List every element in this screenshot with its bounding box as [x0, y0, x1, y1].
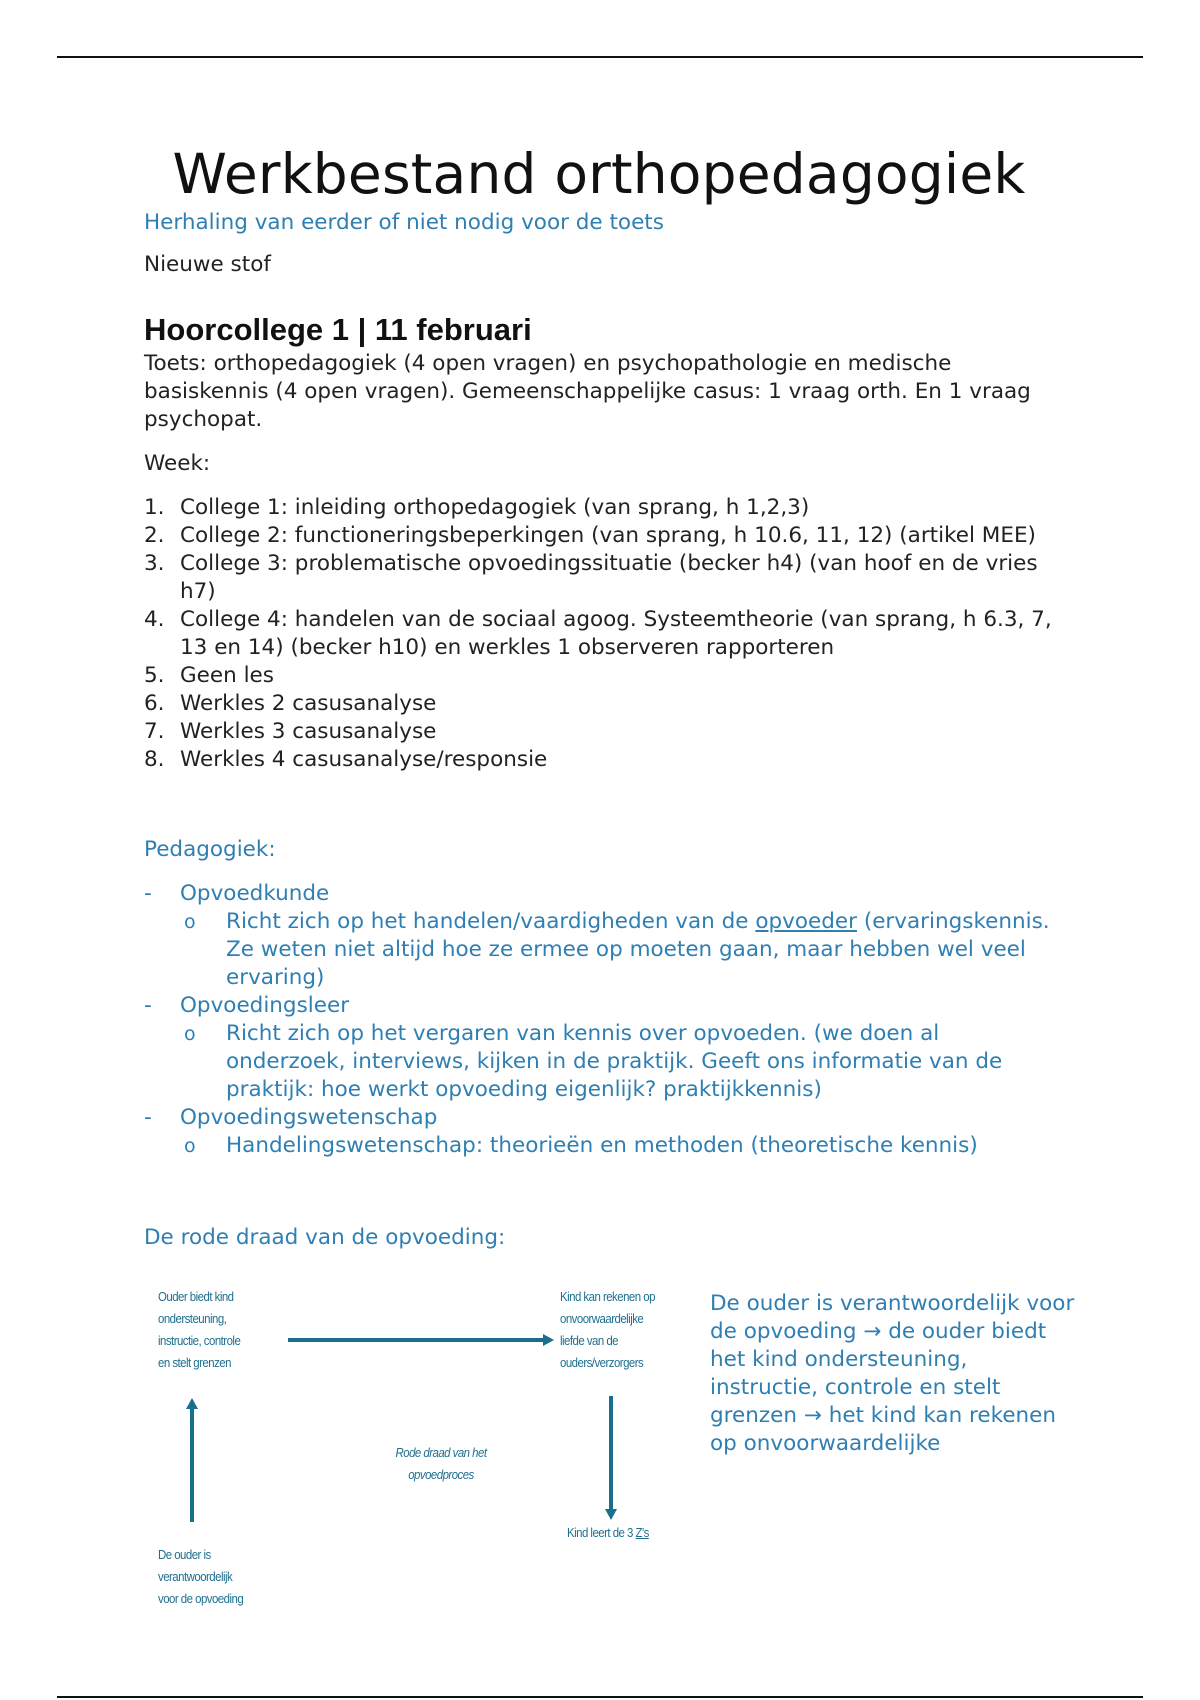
diagram-line: liefde van de [560, 1333, 619, 1348]
pedagogiek-list [144, 880, 1064, 1160]
arrow-up [186, 1398, 198, 1522]
lecture-intro: Toets: orthopedagogiek (4 open vragen) en psychopathologie en medische basiskennis (4 open vragen). Gemeenschappelijke casus: 1 vraag orth. En 1 vraag psychopat. [144, 351, 1031, 432]
list-item [144, 880, 1064, 992]
rode-draad-diagram [144, 1286, 684, 1626]
sub-text-part: (ervaringskennis. Ze weten niet altijd hoe ze ermee op moeten gaan, maar hebben wel veel ervaring) [226, 909, 1050, 990]
list-text: Werkles 4 casusanalyse/responsie [180, 747, 548, 772]
sub-list [144, 1020, 1064, 1104]
list-number: 1. [144, 495, 165, 520]
list-number: 3. [144, 551, 165, 576]
list-text: Geen les [180, 663, 274, 688]
diagram-line: voor de opvoeding [158, 1591, 244, 1606]
diagram-line: instructie, controle [158, 1333, 241, 1348]
list-text: College 3: problematische opvoedingssituatie (becker h4) (van hoof en de vries h7) [180, 551, 1038, 604]
diagram-underlined: Z's [635, 1525, 649, 1540]
diagram-line: Kind kan rekenen op [560, 1289, 655, 1304]
term-opvoedingsleer: Opvoedingsleer [180, 993, 350, 1018]
circle-bullet: o [184, 1135, 196, 1157]
list-text: College 1: inleiding orthopedagogiek (van sprang, h 1,2,3) [180, 495, 810, 520]
list-item [144, 1104, 1064, 1160]
diagram-line: verantwoordelijk [158, 1569, 233, 1584]
sub-text [226, 908, 1064, 992]
list-number: 7. [144, 719, 165, 744]
pedagogiek-heading: Pedagogiek: [144, 837, 276, 862]
diagram-line: De ouder is [158, 1547, 211, 1562]
document-title: Werkbestand orthopedagogiek [172, 142, 1026, 206]
list-number: 8. [144, 747, 165, 772]
list-number: 6. [144, 691, 165, 716]
list-item [144, 690, 1064, 718]
list-number: 2. [144, 523, 165, 548]
sub-list [144, 908, 1064, 992]
dash-bullet: - [144, 881, 152, 906]
sub-list-item [184, 1132, 1064, 1160]
sub-list-item [184, 908, 1064, 992]
diagram-line: onvoorwaardelijke [560, 1311, 644, 1326]
list-item [144, 718, 1064, 746]
sub-list [144, 1132, 1064, 1160]
list-number: 5. [144, 663, 165, 688]
week-list [144, 494, 1064, 774]
diagram-line: ouders/verzorgers [560, 1355, 644, 1370]
underlined-term: opvoeder [755, 909, 857, 934]
diagram-line: Ouder biedt kind [158, 1289, 234, 1304]
sub-text: Handelingswetenschap: theorieën en methoden (theoretische kennis) [226, 1133, 978, 1158]
list-item [144, 606, 1064, 662]
list-text: Werkles 2 casusanalyse [180, 691, 437, 716]
list-item [144, 746, 1064, 774]
term-opvoedingswetenschap: Opvoedingswetenschap [180, 1105, 438, 1130]
diagram-line: en stelt grenzen [158, 1355, 231, 1370]
page-content [144, 140, 1064, 1252]
legend-new: Nieuwe stof [144, 252, 271, 277]
page-bottom-rule [57, 1696, 1143, 1698]
diagram-line: opvoedproces [408, 1467, 474, 1482]
circle-bullet: o [184, 1023, 196, 1045]
dash-bullet: - [144, 1105, 152, 1130]
list-item [144, 522, 1064, 550]
arrow-down [605, 1396, 617, 1520]
list-text: College 2: functioneringsbeperkingen (van sprang, h 10.6, 11, 12) (artikel MEE) [180, 523, 1036, 548]
page-top-rule [57, 56, 1143, 58]
sub-list-item [184, 1020, 1064, 1104]
list-item [144, 550, 1064, 606]
term-opvoedkunde: Opvoedkunde [180, 881, 330, 906]
arrow-right [288, 1334, 554, 1346]
diagram-arrows [144, 1286, 684, 1626]
list-text: College 4: handelen van de sociaal agoog. Systeemtheorie (van sprang, h 6.3, 7, 13 en 14) (becker h10) en werkles 1 observeren rapporteren [180, 607, 1052, 660]
sub-text: Richt zich op het vergaren van kennis over opvoeden. (we doen al onderzoek, interviews, kijken in de praktijk. Geeft ons informatie van de praktijk: hoe werkt opvoeding eigenlijk? praktijkkennis) [226, 1021, 1003, 1102]
lecture-heading: Hoorcollege 1 | 11 februari [144, 312, 532, 347]
list-text: Werkles 3 casusanalyse [180, 719, 437, 744]
list-item [144, 494, 1064, 522]
list-item [144, 992, 1064, 1104]
dash-bullet: - [144, 993, 152, 1018]
rode-draad-heading: De rode draad van de opvoeding: [144, 1225, 506, 1250]
sub-text-part: Richt zich op het handelen/vaardigheden van de [226, 909, 756, 934]
circle-bullet: o [184, 911, 196, 933]
list-item [144, 662, 1064, 690]
diagram-line: Rode draad van het [395, 1445, 487, 1460]
diagram-line: ondersteuning, [158, 1311, 227, 1326]
diagram-line: Kind leert de 3 [567, 1525, 636, 1540]
legend-review: Herhaling van eerder of niet nodig voor de toets [144, 210, 664, 235]
rode-draad-explanation: De ouder is verantwoordelijk voor de opvoeding → de ouder biedt het kind ondersteuning, instructie, controle en stelt grenzen → het kind kan rekenen op onvoorwaardelijke [710, 1291, 1075, 1456]
list-number: 4. [144, 607, 165, 632]
week-label: Week: [144, 451, 211, 476]
